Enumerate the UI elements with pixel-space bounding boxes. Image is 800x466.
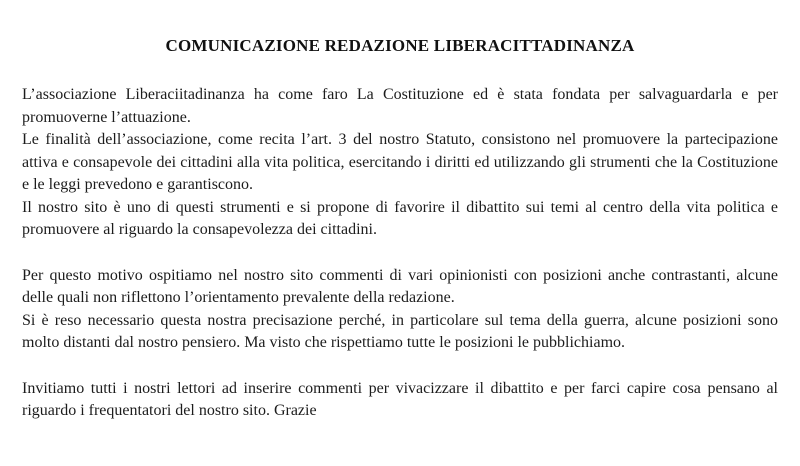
text-block-3 <box>22 378 778 423</box>
paragraph: Le finalità dell’associazione, come recita l’art. 3 del nostro Statuto, consistono nel promuovere la partecipazione attiva e consapevole dei cittadini alla vita politica, esercitando i diritti ed utilizzando gli strumenti che la Costituzione e le leggi prevedono e garantiscono. <box>22 131 778 193</box>
paragraph: Il nostro sito è uno di questi strumenti e si propone di favorire il dibattito sui temi al centro della vita politica e promuovere al riguardo la consapevolezza dei cittadini. <box>22 198 778 238</box>
paragraph: L’associazione Liberaciitadinanza ha come faro La Costituzione ed è stata fondata per salvaguardarla e per promuoverne l’attuazione. <box>22 86 778 126</box>
text-block-2 <box>22 265 778 355</box>
paragraph: Per questo motivo ospitiamo nel nostro sito commenti di vari opinionisti con posizioni anche contrastanti, alcune delle quali non riflettono l’orientamento prevalente della redazione. <box>22 266 778 306</box>
paragraph: Invitiamo tutti i nostri lettori ad inserire commenti per vivacizzare il dibattito e per farci capire cosa pensano al riguardo i frequentatori del nostro sito. Grazie <box>22 379 778 419</box>
document-title: COMUNICAZIONE REDAZIONE LIBERACITTADINANZA <box>165 36 635 55</box>
paragraph: Si è reso necessario questa nostra precisazione perché, in particolare sul tema della guerra, alcune posizioni sono molto distanti dal nostro pensiero. Ma visto che rispettiamo tutte le posizioni le pubblichiamo. <box>22 311 778 351</box>
text-block-1 <box>22 84 778 242</box>
document-body <box>0 84 800 423</box>
